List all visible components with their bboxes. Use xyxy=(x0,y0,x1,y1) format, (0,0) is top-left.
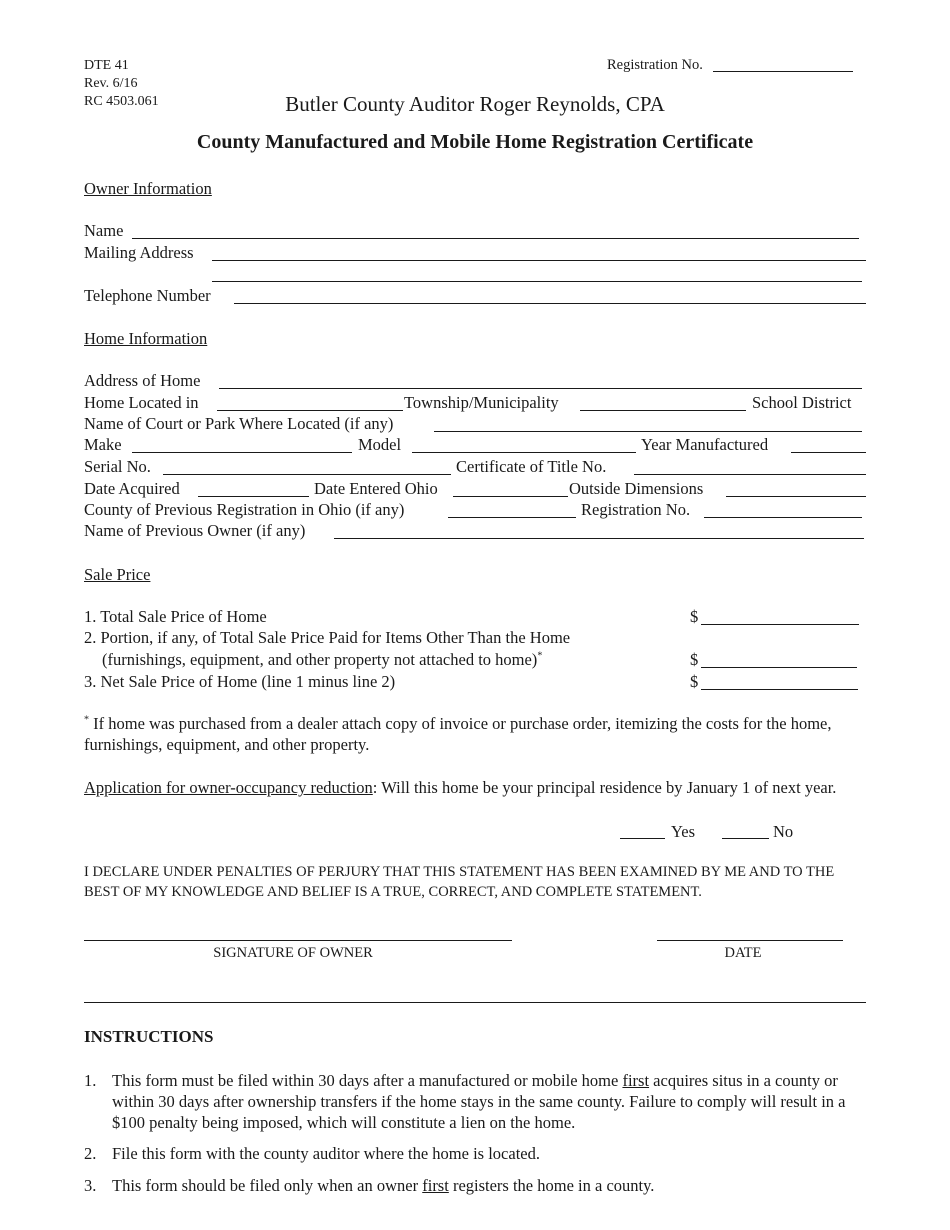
instruction-3-number: 3. xyxy=(84,1176,97,1195)
currency-3: $ xyxy=(690,672,699,691)
sale-line-2b: (furnishings, equipment, and other property not attached to home) xyxy=(102,650,538,669)
make-label: Make xyxy=(84,435,122,454)
prev-registration-field[interactable] xyxy=(704,517,862,518)
address-of-home-field[interactable] xyxy=(219,388,862,389)
owner-info-heading: Owner Information xyxy=(84,179,212,198)
date-entered-field[interactable] xyxy=(453,496,568,497)
no-label: No xyxy=(773,822,794,841)
date-field[interactable] xyxy=(657,940,843,941)
mailing-address-field[interactable] xyxy=(212,260,866,261)
address-of-home-label: Address of Home xyxy=(84,371,201,390)
sale-line-3-field[interactable] xyxy=(701,689,858,690)
instruction-1-number: 1. xyxy=(84,1071,97,1090)
signature-label: SIGNATURE OF OWNER xyxy=(213,945,373,961)
yes-label: Yes xyxy=(671,822,696,841)
court-park-label: Name of Court or Park Where Located (if any) xyxy=(84,414,394,433)
township-label: Township/Municipality xyxy=(404,393,559,412)
currency-1: $ xyxy=(690,607,699,626)
occupancy-heading: Application for owner-occupancy reduction xyxy=(84,778,373,797)
mailing-address-label: Mailing Address xyxy=(84,243,194,262)
sale-price-heading: Sale Price xyxy=(84,565,151,584)
registration-no-field[interactable] xyxy=(713,71,853,72)
footnote: * If home was purchased from a dealer attach copy of invoice or purchase order, itemizing the costs for the home, furnishings, equipment, and other property. xyxy=(84,714,832,754)
date-acquired-field[interactable] xyxy=(198,496,309,497)
model-field[interactable] xyxy=(412,452,636,453)
prev-registration-label: Registration No. xyxy=(581,500,691,519)
title-no-label: Certificate of Title No. xyxy=(456,457,607,476)
signature-field[interactable] xyxy=(84,940,512,941)
instruction-3: This form should be filed only when an owner first registers the home in a county. xyxy=(112,1176,655,1195)
telephone-label: Telephone Number xyxy=(84,286,211,305)
form-revision: Rev. 6/16 xyxy=(84,76,138,91)
outside-dimensions-field[interactable] xyxy=(726,496,866,497)
year-manufactured-label: Year Manufactured xyxy=(641,435,769,454)
sale-line-1: 1. Total Sale Price of Home xyxy=(84,607,267,626)
instruction-2-number: 2. xyxy=(84,1144,97,1163)
footnote-marker: * xyxy=(537,650,543,662)
registration-no-label: Registration No. xyxy=(607,57,703,73)
name-label: Name xyxy=(84,221,124,240)
court-park-field[interactable] xyxy=(434,431,862,432)
instruction-1: This form must be filed within 30 days after a manufactured or mobile home first acquires situs in a county or within 30 days after ownership transfers if the home stays in the same county. Failure to comply will result in a $100 penalty being imposed, which will constitute a lien on the home. xyxy=(112,1071,846,1132)
school-district-label: School District xyxy=(752,393,852,412)
no-field[interactable] xyxy=(722,838,769,839)
home-located-label: Home Located in xyxy=(84,393,199,412)
section-divider xyxy=(84,1002,866,1003)
outside-dimensions-label: Outside Dimensions xyxy=(569,479,704,498)
home-info-heading: Home Information xyxy=(84,329,208,348)
prev-owner-label: Name of Previous Owner (if any) xyxy=(84,521,306,540)
date-label: DATE xyxy=(724,945,762,961)
date-acquired-label: Date Acquired xyxy=(84,479,180,498)
form-code: RC 4503.061 xyxy=(84,94,159,109)
home-located-field[interactable] xyxy=(217,410,403,411)
serial-no-field[interactable] xyxy=(163,474,451,475)
perjury-declaration: I DECLARE UNDER PENALTIES OF PERJURY THAT THIS STATEMENT HAS BEEN EXAMINED BY ME AND TO THE BEST OF MY KNOWLEDGE AND BELIEF IS A TRUE, CORRECT, AND COMPLETE STATEMENT. xyxy=(84,864,835,900)
make-field[interactable] xyxy=(132,452,352,453)
prev-county-label: County of Previous Registration in Ohio (if any) xyxy=(84,500,405,519)
prev-owner-field[interactable] xyxy=(334,538,864,539)
currency-2: $ xyxy=(690,650,699,669)
name-field[interactable] xyxy=(132,238,859,239)
yes-field[interactable] xyxy=(620,838,665,839)
instructions-heading: INSTRUCTIONS xyxy=(84,1027,214,1046)
date-entered-label: Date Entered Ohio xyxy=(314,479,438,498)
sale-line-3: 3. Net Sale Price of Home (line 1 minus line 2) xyxy=(84,672,396,691)
occupancy-question: Application for owner-occupancy reduction: Will this home be your principal residence by January 1 of next year. xyxy=(84,778,837,797)
telephone-field[interactable] xyxy=(234,303,866,304)
serial-no-label: Serial No. xyxy=(84,457,151,476)
sale-line-1-field[interactable] xyxy=(701,624,859,625)
sale-line-2-field[interactable] xyxy=(701,667,857,668)
prev-county-field[interactable] xyxy=(448,517,576,518)
year-manufactured-field[interactable] xyxy=(791,452,866,453)
township-field[interactable] xyxy=(580,410,746,411)
page-title: County Manufactured and Mobile Home Registration Certificate xyxy=(196,131,754,153)
form-id: DTE 41 xyxy=(84,58,129,73)
sale-line-2a: 2. Portion, if any, of Total Sale Price Paid for Items Other Than the Home xyxy=(84,628,571,647)
mailing-address-field-2[interactable] xyxy=(212,281,862,282)
instruction-2: File this form with the county auditor where the home is located. xyxy=(112,1144,540,1163)
title-no-field[interactable] xyxy=(634,474,866,475)
model-label: Model xyxy=(358,435,402,454)
auditor-title: Butler County Auditor Roger Reynolds, CPA xyxy=(285,92,665,116)
